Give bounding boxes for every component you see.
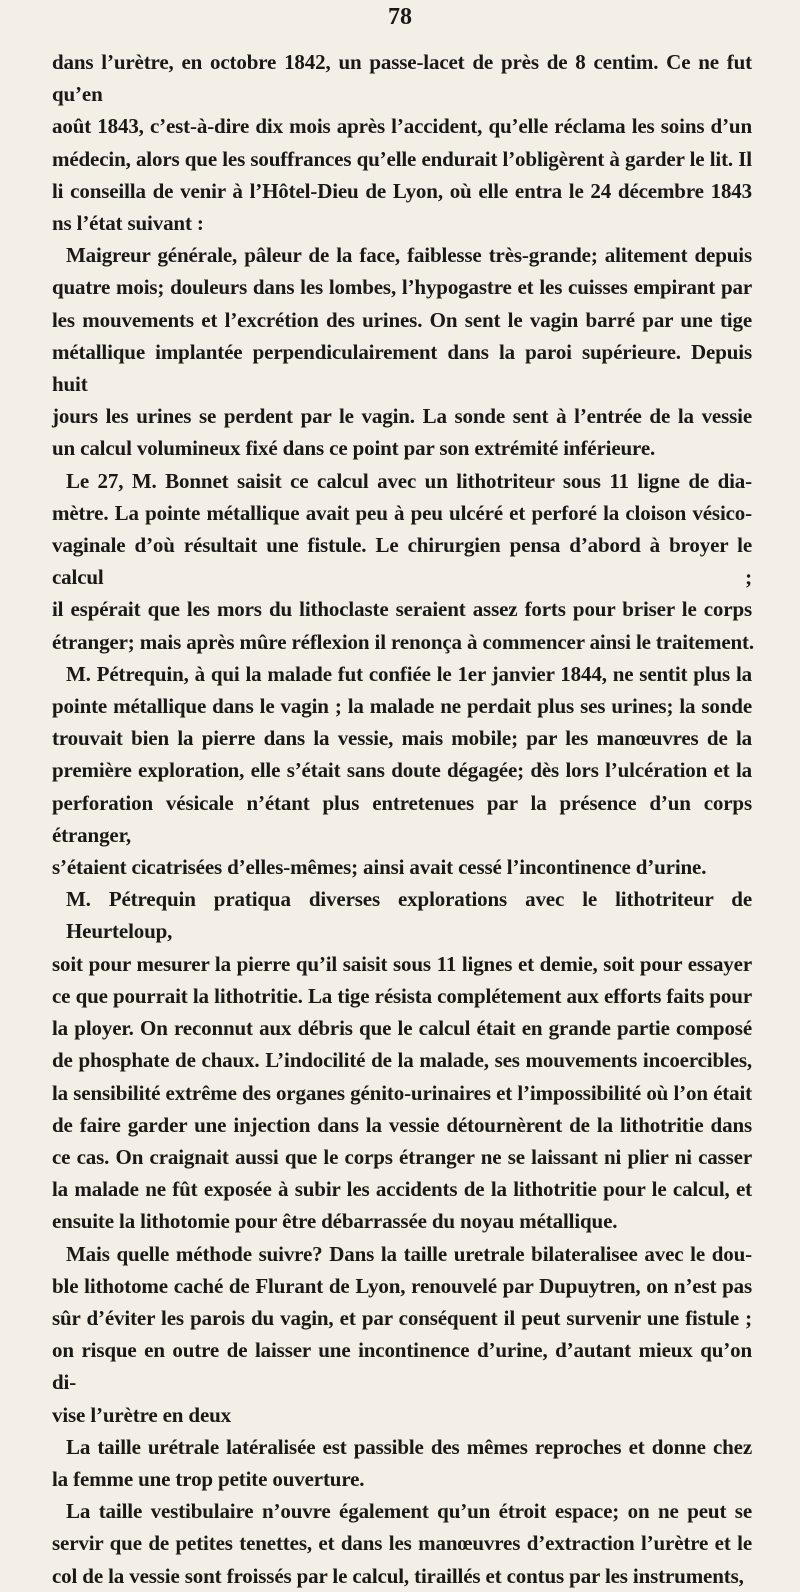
text-line: La taille urétrale latéralisée est passible des mêmes reproches et donne chez	[66, 1434, 752, 1459]
text-line: août 1843, c’est-à-dire dix mois après l’accident, qu’elle réclama les soins d’un	[52, 114, 752, 139]
body-text	[52, 46, 752, 1592]
text-line: pointe métallique dans le vagin ; la malade ne perdait plus ses urines; la sonde	[52, 694, 752, 719]
text-line: Maigreur générale, pâleur de la face, faiblesse très-grande; alitement depuis	[66, 243, 752, 268]
text-line: Le 27, M. Bonnet saisit ce calcul avec un lithotriteur sous 11 ligne de dia-	[66, 468, 752, 493]
text-line: la femme une trop petite ouverture.	[52, 1466, 365, 1491]
text-line: première exploration, elle s’était sans doute dégagée; dès lors l’ulcération et la	[52, 758, 752, 783]
text-line: de faire garder une injection dans la vessie détournèrent de la lithotritie dans	[52, 1112, 752, 1137]
text-line: ns l’état suivant :	[52, 211, 204, 236]
text-line: sûr d’éviter les parois du vagin, et par conséquent il peut survenir une fistule ;	[52, 1305, 752, 1330]
text-line: ensuite la lithotomie pour être débarrassée du noyau métallique.	[52, 1209, 618, 1234]
text-line: jours les urines se perdent par le vagin. La sonde sent à l’entrée de la vessie	[52, 404, 752, 429]
text-line: dans l’urètre, en octobre 1842, un passe-lacet de près de 8 centim. Ce ne fut qu’en	[52, 50, 752, 107]
text-line: la ployer. On reconnut aux débris que le calcul était en grande partie composé	[52, 1016, 752, 1041]
text-line: un calcul volumineux fixé dans ce point par son extrémité inférieure.	[52, 436, 656, 461]
text-line: la malade ne fût exposée à subir les accidents de la lithotritie pour le calcul, et	[52, 1177, 752, 1202]
text-line: Mais quelle méthode suivre? Dans la taille uretrale bilateralisee avec le dou-	[66, 1241, 752, 1266]
text-line: ce cas. On craignait aussi que le corps étranger ne se laissant ni plier ni casser	[52, 1144, 752, 1169]
text-line: il espérait que les mors du lithoclaste seraient assez forts pour briser le corps	[52, 597, 752, 622]
text-line: ce que pourrait la lithotritie. La tige résista complétement aux efforts faits pour	[52, 983, 752, 1008]
text-line: métallique implantée perpendiculairement dans la paroi supérieure. Depuis huit	[52, 339, 752, 397]
text-line: col de la vessie sont froissés par le calcul, tiraillés et contus par les instruments,	[52, 1563, 744, 1588]
text-line: M. Pétrequin pratiqua diverses explorations avec le lithotriteur de Heurteloup,	[66, 887, 752, 944]
text-line: s’étaient cicatrisées d’elles-mêmes; ainsi avait cessé l’incontinence d’urine.	[52, 855, 707, 880]
text-line: médecin, alors que les souffrances qu’elle endurait l’obligèrent à garder le lit. Il	[52, 146, 752, 171]
text-line: les mouvements et l’excrétion des urines. On sent le vagin barré par une tige	[52, 307, 752, 332]
text-line: soit pour mesurer la pierre qu’il saisit sous 11 lignes et demie, soit pour essayer	[52, 951, 752, 976]
text-line: servir que de petites tenettes, et dans les manœuvres d’extraction l’urètre et le	[52, 1531, 752, 1556]
text-line: on risque en outre de laisser une incontinence d’urine, d’autant mieux qu’on di-	[52, 1338, 752, 1395]
text-line: li conseilla de venir à l’Hôtel-Dieu de Lyon, où elle entra le 24 décembre 1843	[52, 178, 752, 203]
text-line: de phosphate de chaux. L’indocilité de la malade, ses mouvements incoercibles,	[52, 1048, 752, 1073]
text-line: M. Pétrequin, à qui la malade fut confiée le 1er janvier 1844, ne sentit plus la	[66, 661, 752, 686]
text-line: étranger; mais après mûre réflexion il renonça à commencer ainsi le traitement.	[52, 629, 754, 654]
text-line: ble lithotome caché de Flurant de Lyon, renouvelé par Dupuytren, on n’est pas	[52, 1273, 752, 1298]
text-line: vise l’urètre en deux	[52, 1402, 232, 1427]
page-number: 78	[388, 4, 412, 30]
text-line: perforation vésicale n’étant plus entretenues par la présence d’un corps étranger,	[52, 790, 752, 847]
text-line: la sensibilité extrême des organes génito-urinaires et l’impossibilité où l’on était	[52, 1080, 752, 1105]
text-line: La taille vestibulaire n’ouvre également qu’un étroit espace; on ne peut se	[66, 1499, 752, 1524]
text-line: trouvait bien la pierre dans la vessie, mais mobile; par les manœuvres de la	[52, 726, 752, 751]
text-line: vaginale d’où résultait une fistule. Le chirurgien pensa d’abord à broyer le calcul ;	[52, 533, 752, 590]
text-line: mètre. La pointe métallique avait peu à peu ulcéré et perforé la cloison vésico-	[52, 500, 752, 525]
text-line: quatre mois; douleurs dans les lombes, l’hypogastre et les cuisses empirant par	[52, 275, 752, 300]
